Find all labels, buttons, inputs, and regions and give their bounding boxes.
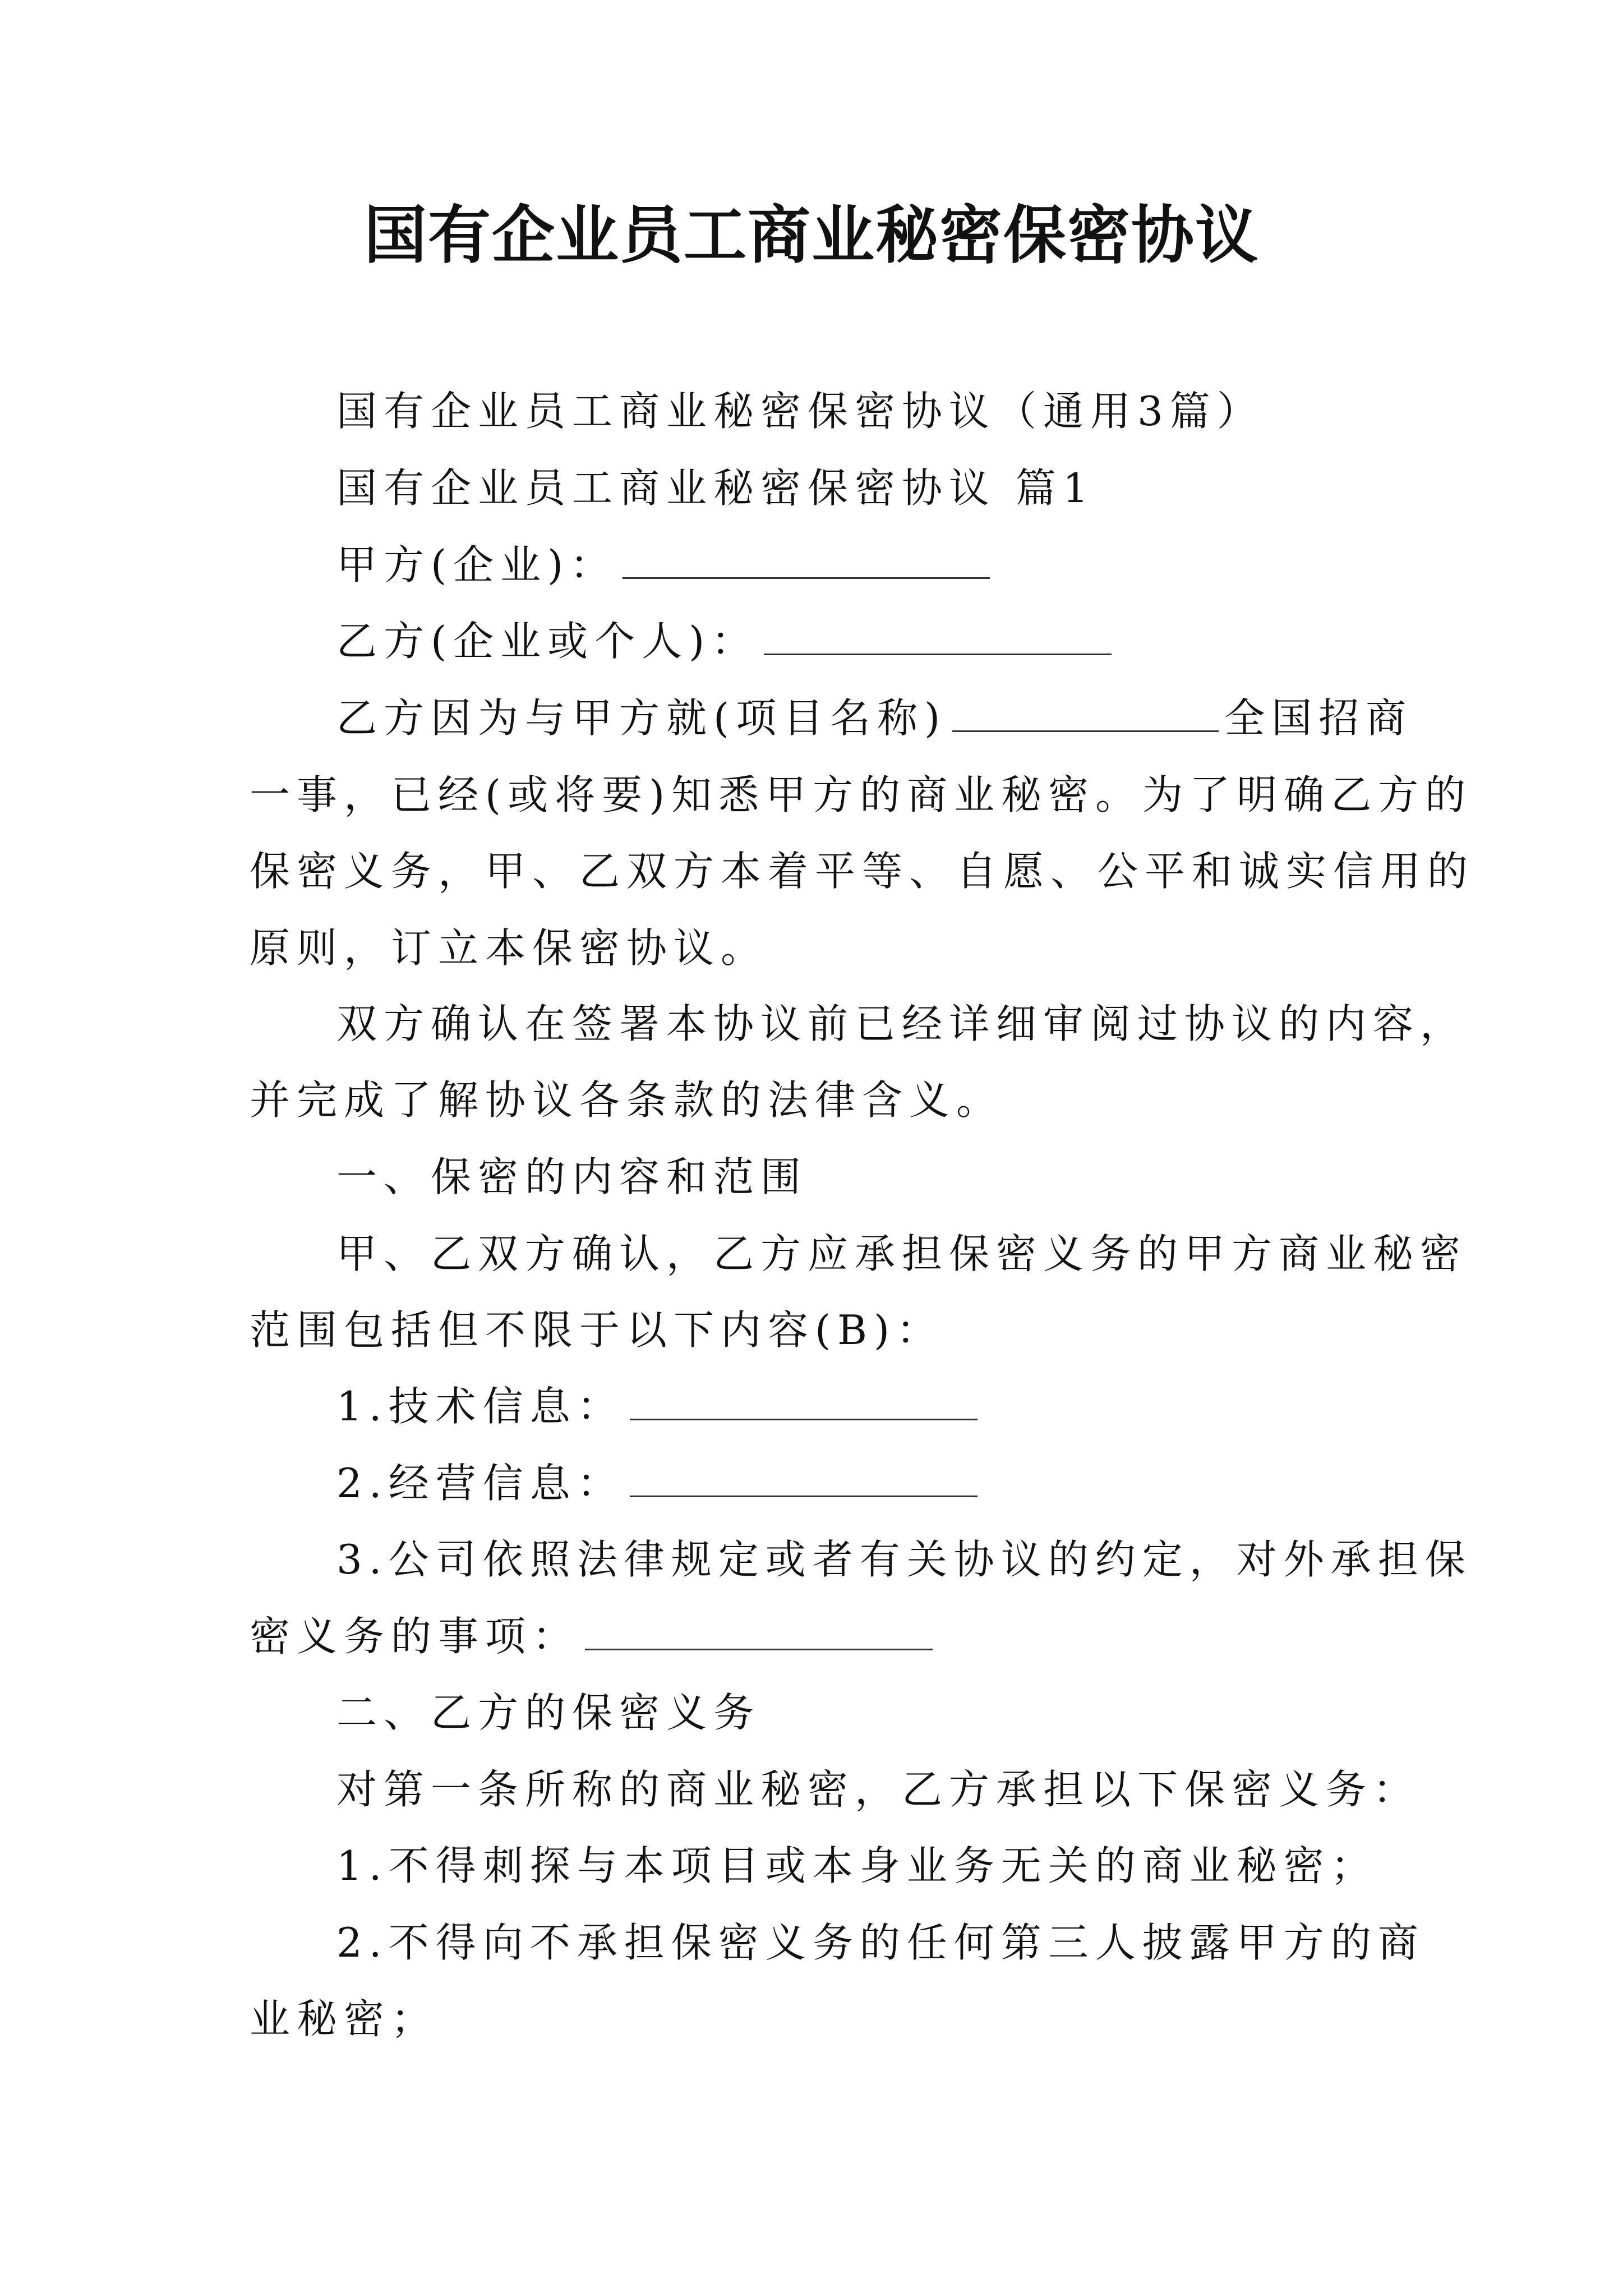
article-2-item-2a: 2.不得向不承担保密义务的任何第三人披露甲方的商	[336, 1919, 1425, 1966]
article-1-item-2	[336, 1458, 978, 1508]
party-b-label: 乙方(企业或个人)：	[336, 618, 759, 665]
business-info-blank	[630, 1463, 978, 1497]
project-name-blank	[952, 698, 1219, 732]
article-2-item-1: 1.不得刺探与本项目或本身业务无关的商业秘密；	[336, 1842, 1378, 1889]
intro-line-2: 一事，已经(或将要)知悉甲方的商业秘密。为了明确乙方的	[250, 771, 1473, 818]
intro-line-4: 原则，订立本保密协议。	[250, 924, 768, 972]
document-title: 国有企业员工商业秘密保密协议	[364, 199, 1259, 272]
party-a-line	[336, 540, 990, 590]
article-1-line-2: 范围包括但不限于以下内容(B)：	[250, 1306, 944, 1354]
business-info-label: 2.经营信息：	[336, 1460, 624, 1507]
article-1-item-3a: 3.公司依照法律规定或者有关协议的约定，对外承担保	[336, 1536, 1472, 1583]
party-a-blank	[623, 545, 990, 579]
intro-line-1	[336, 693, 1413, 743]
intro-line-1a: 乙方因为与甲方就(项目名称)	[336, 694, 947, 742]
confirm-line-1: 双方确认在签署本协议前已经详细审阅过协议的内容，	[336, 1000, 1468, 1047]
technical-info-blank	[630, 1386, 978, 1420]
confidential-matters-blank	[585, 1616, 933, 1650]
subtitle: 国有企业员工商业秘密保密协议（通用3篇）	[336, 388, 1264, 435]
article-1-line-1: 甲、乙双方确认，乙方应承担保密义务的甲方商业秘密	[336, 1230, 1468, 1277]
article-1-item-3b-line	[250, 1611, 933, 1662]
party-b-line	[336, 616, 1112, 666]
article-1-item-1	[336, 1381, 978, 1432]
article-2-line-1: 对第一条所称的商业秘密，乙方承担以下保密义务：	[336, 1766, 1421, 1813]
technical-info-label: 1.技术信息：	[336, 1383, 624, 1430]
article-1-item-3b: 密义务的事项：	[250, 1613, 580, 1660]
article-1-heading: 一、保密的内容和范围	[336, 1153, 808, 1200]
confirm-line-2: 并完成了解协议各条款的法律含义。	[250, 1076, 1004, 1124]
party-a-label: 甲方(企业)：	[336, 541, 617, 588]
party-b-blank	[764, 621, 1112, 655]
article-2-heading: 二、乙方的保密义务	[336, 1689, 761, 1736]
intro-line-3: 保密义务，甲、乙双方本着平等、自愿、公平和诚实信用的	[250, 848, 1475, 895]
article-2-item-2b: 业秘密；	[250, 1995, 439, 2042]
section-heading: 国有企业员工商业秘密保密协议 篇1	[336, 464, 1095, 512]
intro-line-1b: 全国招商	[1224, 694, 1413, 742]
